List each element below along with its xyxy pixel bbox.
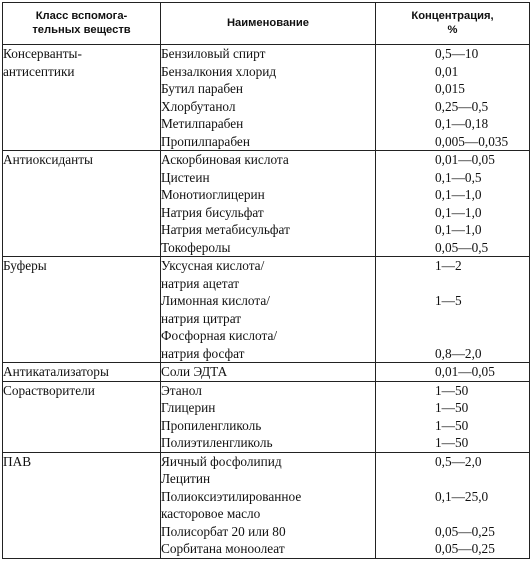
substance-name: Токоферолы	[161, 239, 231, 255]
values-cell	[376, 45, 530, 151]
concentration-value	[376, 275, 529, 293]
substance-name: Сорбитана моноолеат	[161, 541, 285, 556]
header-row	[3, 3, 530, 45]
concentration-value: 0,01—0,05	[435, 152, 495, 167]
substance-name: Хлорбутанол	[161, 98, 236, 114]
header-conc-line: %	[447, 23, 458, 36]
substance-name: Пропиленгликоль	[161, 417, 262, 433]
concentration-value: 0,01	[435, 63, 459, 79]
substance-name: Яичный фосфолипид	[161, 453, 282, 469]
table-body	[3, 45, 530, 559]
substance-name: Бутил парабен	[161, 81, 244, 96]
substance-name: натрия фосфат	[161, 345, 245, 361]
header-concentration	[376, 3, 530, 45]
names-cell	[161, 151, 376, 257]
concentration-value: 0,1—25,0	[435, 488, 489, 504]
values-cell	[376, 151, 530, 257]
substance-name: Полиэтиленгликоль	[161, 435, 273, 450]
table-row	[3, 257, 530, 363]
substance-name: Монотиоглицерин	[161, 187, 265, 202]
concentration-value: 0,5—2,0	[435, 453, 482, 469]
concentration-value: 0,05—0,25	[435, 541, 495, 556]
concentration-value: 0,1—1,0	[435, 187, 482, 202]
class-label: Антикатализаторы	[3, 364, 109, 379]
class-label: ПАВ	[3, 453, 32, 469]
concentration-value: 1—50	[435, 417, 469, 433]
class-cell	[3, 363, 161, 382]
substance-name: Уксусная кислота/	[161, 258, 265, 273]
concentration-value: 0,1—0,18	[435, 116, 489, 131]
class-cell	[3, 151, 161, 257]
concentration-value	[376, 470, 529, 488]
concentration-value: 1—50	[435, 382, 469, 398]
concentration-value: 1—2	[435, 258, 462, 273]
names-cell	[161, 257, 376, 363]
header-conc-line: Концентрация,	[411, 10, 494, 22]
substance-name: Глицерин	[161, 400, 216, 415]
substance-name: Полиоксиэтилированное	[161, 488, 302, 504]
values-cell	[376, 452, 530, 558]
concentration-value	[376, 327, 529, 345]
concentration-value: 0,5—10	[435, 46, 479, 61]
values-cell	[376, 257, 530, 363]
table-row	[3, 45, 530, 151]
substance-name: Цистеин	[161, 169, 210, 185]
substance-name: Метилпарабен	[161, 116, 244, 131]
names-cell	[161, 45, 376, 151]
concentration-value: 0,05—0,25	[435, 523, 495, 539]
excipients-table	[2, 2, 530, 559]
substance-name: натрия цитрат	[161, 310, 242, 326]
substance-name: Соли ЭДТА	[161, 364, 228, 379]
table-row	[3, 363, 530, 382]
class-cell	[3, 257, 161, 363]
names-cell	[161, 381, 376, 452]
substance-name: Аскорбиновая кислота	[161, 152, 289, 167]
class-cell	[3, 45, 161, 151]
class-label: Консерванты-	[3, 46, 82, 61]
substance-name: Натрия метабисульфат	[161, 222, 290, 237]
concentration-value	[376, 310, 529, 328]
substance-name: Натрия бисульфат	[161, 204, 264, 220]
header-name: Наименование	[161, 3, 376, 45]
class-label: Антиоксиданты	[3, 152, 93, 167]
substance-name: Этанол	[161, 382, 202, 398]
substance-name: Пропилпарабен	[161, 133, 250, 149]
concentration-value	[376, 505, 529, 523]
substance-name: Лимонная кислота/	[161, 293, 270, 308]
concentration-value: 0,8—2,0	[435, 345, 482, 361]
names-cell	[161, 363, 376, 382]
table-row	[3, 452, 530, 558]
concentration-value: 0,01—0,05	[435, 364, 495, 379]
class-label: антисептики	[3, 63, 75, 79]
concentration-value: 1—50	[435, 435, 469, 450]
substance-name: Полисорбат 20 или 80	[161, 523, 286, 539]
header-class	[3, 3, 161, 45]
concentration-value: 1—50	[435, 400, 469, 415]
substance-name: натрия ацетат	[161, 275, 240, 291]
table-row	[3, 381, 530, 452]
values-cell	[376, 381, 530, 452]
concentration-value: 0,1—1,0	[435, 204, 482, 220]
substance-name: Фосфорная кислота/	[161, 328, 278, 343]
concentration-value: 0,05—0,5	[435, 239, 489, 255]
table-row	[3, 151, 530, 257]
substance-name: Лецитин	[161, 471, 211, 486]
class-label: Буферы	[3, 258, 47, 273]
class-label: Сорастворители	[3, 382, 95, 398]
concentration-value: 0,1—1,0	[435, 222, 482, 237]
concentration-value: 0,25—0,5	[435, 98, 489, 114]
substance-name: Бензалкония хлорид	[161, 63, 277, 79]
names-cell	[161, 452, 376, 558]
concentration-value: 1—5	[435, 293, 462, 308]
concentration-value: 0,015	[435, 81, 465, 96]
concentration-value: 0,005—0,035	[435, 133, 509, 149]
substance-name: касторовое масло	[161, 506, 261, 521]
values-cell	[376, 363, 530, 382]
class-cell	[3, 381, 161, 452]
header-class-line: тельных веществ	[32, 23, 131, 36]
substance-name: Бензиловый спирт	[161, 46, 266, 61]
header-class-line: Класс вспомога-	[35, 10, 128, 22]
class-cell	[3, 452, 161, 558]
concentration-value: 0,1—0,5	[435, 169, 482, 185]
